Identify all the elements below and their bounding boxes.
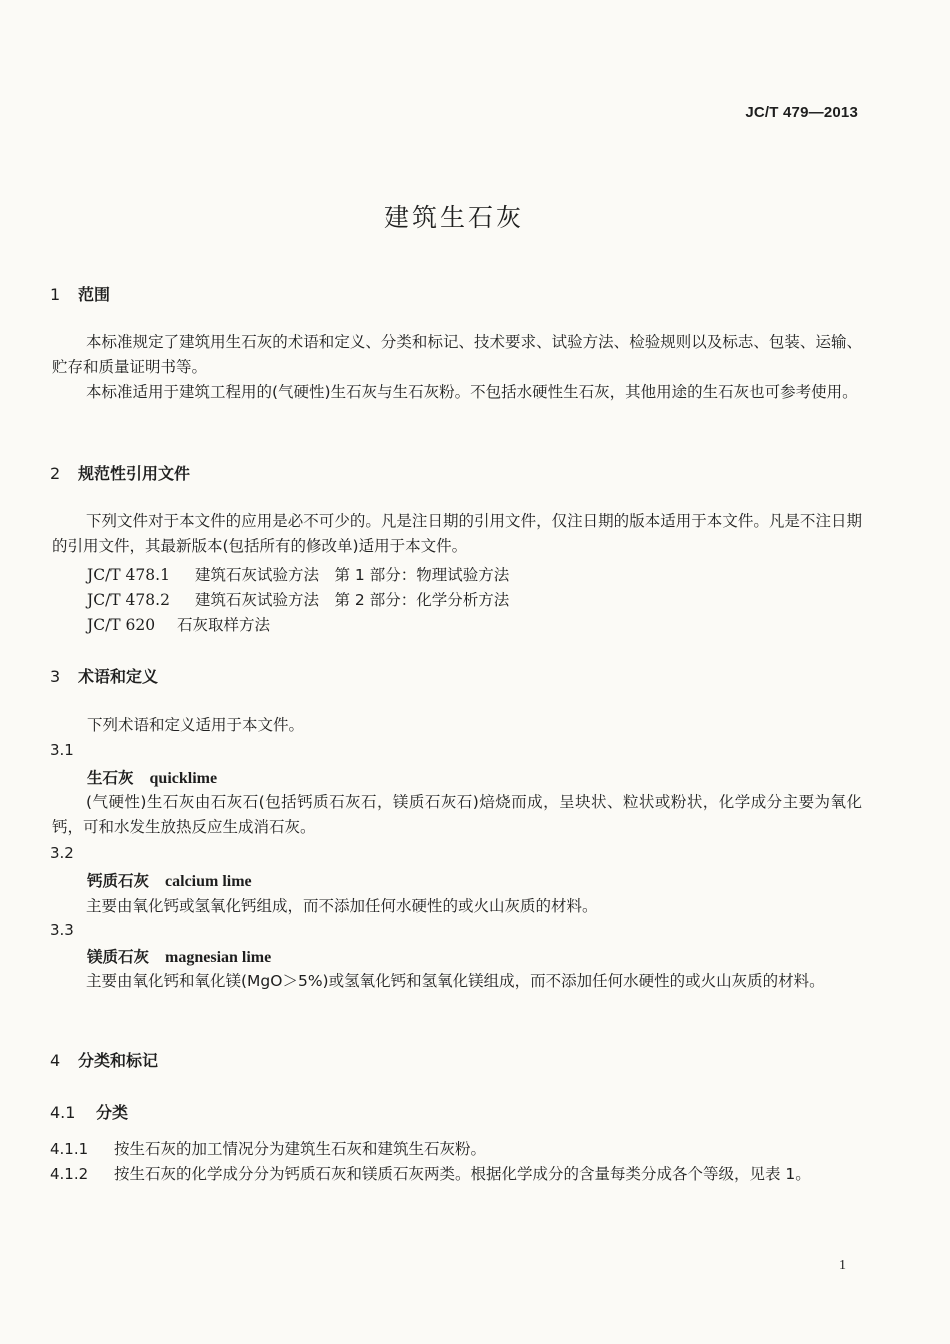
standard-code: JC/T 479—2013 (745, 104, 858, 121)
term-chinese: 镁质石灰 (87, 948, 150, 966)
section-number: 4 (50, 1051, 61, 1070)
term-english: quicklime (149, 770, 218, 787)
reference-title: 石灰取样方法 (177, 616, 271, 634)
section-number: 3 (50, 667, 61, 686)
section-number: 1 (50, 285, 61, 304)
section-title: 范围 (78, 285, 111, 304)
section-3-heading (50, 664, 158, 687)
section-number: 2 (50, 464, 61, 483)
section-2-paragraph: 下列文件对于本文件的应用是必不可少的。凡是注日期的引用文件，仅注日期的版本适用于本文件。凡是不注日期的引用文件，其最新版本(包括所有的修改单)适用于本文件。 (52, 512, 862, 555)
clause-text: 按生石灰的加工情况分为建筑生石灰和建筑生石灰粉。 (114, 1140, 487, 1158)
term-heading (87, 766, 217, 788)
section-1-paragraph-1: 本标准规定了建筑用生石灰的术语和定义、分类和标记、技术要求、试验方法、检验规则以及标志、包装、运输、贮存和质量证明书等。 (52, 333, 862, 376)
section-2-heading (50, 461, 190, 484)
reference-title: 建筑石灰试验方法 第 1 部分：物理试验方法 (195, 566, 510, 584)
section-4-heading (50, 1048, 158, 1071)
term-english: magnesian lime (165, 949, 272, 966)
section-title: 规范性引用文件 (78, 464, 191, 483)
reference-code: JC/T 620 (87, 616, 156, 634)
reference-item (87, 613, 270, 635)
clause-number: 4.1.1 (50, 1140, 89, 1158)
term-definition: 主要由氧化钙和氧化镁(MgO＞5%)或氢氧化钙和氢氧化镁组成，而不添加任何水硬性的或火山灰质的材料。 (86, 972, 825, 990)
reference-title: 建筑石灰试验方法 第 2 部分：化学分析方法 (195, 591, 510, 609)
term-heading (87, 945, 271, 967)
term-number: 3.3 (50, 921, 74, 939)
term-heading (87, 869, 252, 891)
subsection-4-1-heading (50, 1100, 128, 1123)
term-chinese: 生石灰 (87, 769, 134, 787)
clause-4-1-2 (50, 1162, 860, 1187)
term-definition: (气硬性)生石灰由石灰石(包括钙质石灰石，镁质石灰石)焙烧而成，呈块状、粒状或粉状，化学成分主要为氧化钙，可和水发生放热反应生成消石灰。 (52, 793, 862, 836)
clause-4-1-1 (50, 1137, 486, 1162)
section-1-heading (50, 282, 110, 305)
document-title: 建筑生石灰 (383, 203, 524, 232)
section-title: 分类和标记 (78, 1051, 159, 1070)
term-definition: 主要由氧化钙或氢氧化钙组成，而不添加任何水硬性的或火山灰质的材料。 (86, 897, 598, 915)
page-number: 1 (839, 1258, 846, 1273)
reference-item (87, 563, 509, 585)
section-3-intro: 下列术语和定义适用于本文件。 (87, 716, 305, 734)
section-1-paragraph-2: 本标准适用于建筑工程用的(气硬性)生石灰与生石灰粉。不包括水硬性生石灰，其他用途的生石灰也可参考使用。 (86, 383, 858, 401)
term-number: 3.2 (50, 844, 74, 862)
reference-code: JC/T 478.2 (87, 591, 170, 609)
subsection-number: 4.1 (50, 1103, 76, 1122)
section-title: 术语和定义 (78, 667, 159, 686)
subsection-title: 分类 (96, 1103, 129, 1122)
clause-number: 4.1.2 (50, 1165, 89, 1183)
reference-item (87, 588, 509, 610)
clause-text: 按生石灰的化学成分分为钙质石灰和镁质石灰两类。根据化学成分的含量每类分成各个等级，见表 1。 (114, 1165, 811, 1183)
term-english: calcium lime (165, 873, 252, 890)
term-chinese: 钙质石灰 (87, 872, 150, 890)
reference-code: JC/T 478.1 (87, 566, 170, 584)
term-number: 3.1 (50, 741, 74, 759)
